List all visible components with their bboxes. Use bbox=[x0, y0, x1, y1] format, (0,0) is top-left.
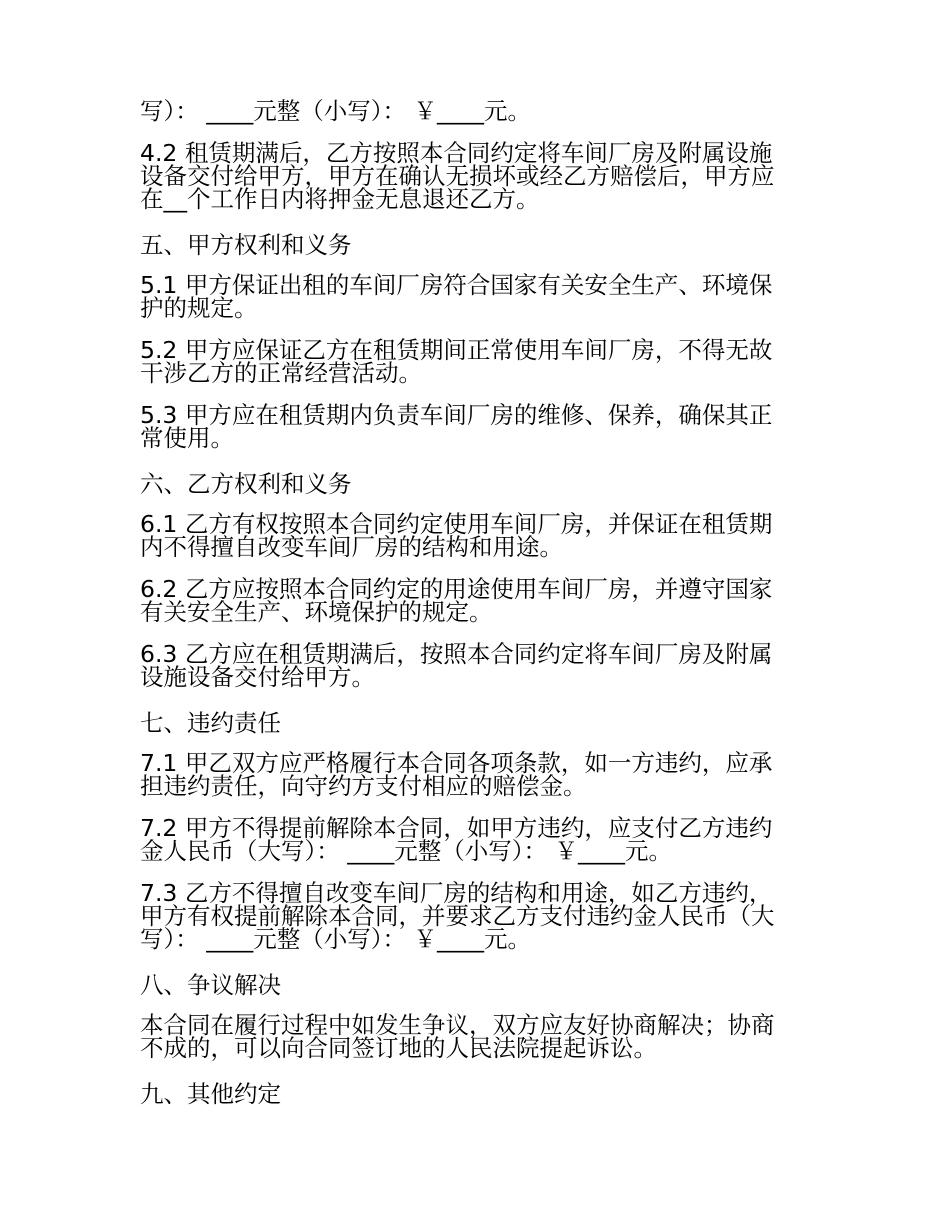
text-line: 设施设备交付给甲方。 bbox=[140, 663, 375, 691]
section-heading: 七、违约责任 bbox=[140, 709, 281, 737]
text-line: 7.3 乙方不得擅自改变车间厂房的结构和用途，如乙方违约， bbox=[140, 879, 773, 907]
text-line: 设备交付给甲方，甲方在确认无损坏或经乙方赔偿后，甲方应 bbox=[140, 162, 775, 190]
clause-paragraph bbox=[140, 139, 812, 213]
clause-paragraph bbox=[140, 271, 812, 322]
text-line: 有关安全生产、环境保护的规定。 bbox=[140, 598, 493, 626]
text-line: 4.2 租赁期满后，乙方按照本合同约定将车间厂房及附属设施 bbox=[140, 139, 773, 167]
text-line: 6.1 乙方有权按照本合同约定使用车间厂房，并保证在租赁期 bbox=[140, 510, 773, 538]
text-line: 6.2 乙方应按照本合同约定的用途使用车间厂房，并遵守国家 bbox=[140, 575, 773, 603]
text-line: 写）： ____元整（小写）： ￥____元。 bbox=[140, 925, 531, 953]
text-line: 5.2 甲方应保证乙方在租赁期间正常使用车间厂房，不得无故 bbox=[140, 336, 773, 364]
section-heading: 八、争议解决 bbox=[140, 971, 281, 999]
text-line: 本合同在履行过程中如发生争议，双方应友好协商解决；协商 bbox=[140, 1011, 775, 1039]
text-line: 甲方有权提前解除本合同，并要求乙方支付违约金人民币（大 bbox=[140, 902, 775, 930]
clause-paragraph bbox=[140, 1011, 812, 1062]
text-line: 7.1 甲乙双方应严格履行本合同各项条款，如一方违约，应承 bbox=[140, 749, 773, 777]
clause-paragraph bbox=[140, 879, 812, 953]
clause-paragraph bbox=[140, 814, 812, 865]
text-line: 金人民币（大写）： ____元整（小写）： ￥____元。 bbox=[140, 837, 672, 865]
text-line: 担违约责任，向守约方支付相应的赔偿金。 bbox=[140, 772, 587, 800]
text-line: 不成的，可以向合同签订地的人民法院提起诉讼。 bbox=[140, 1034, 657, 1062]
text-line: 护的规定。 bbox=[140, 294, 258, 322]
text-line: 内不得擅自改变车间厂房的结构和用途。 bbox=[140, 533, 563, 561]
text-line: 干涉乙方的正常经营活动。 bbox=[140, 359, 422, 387]
section-heading: 五、甲方权利和义务 bbox=[140, 231, 352, 259]
clause-paragraph bbox=[140, 401, 812, 452]
section-heading: 六、乙方权利和义务 bbox=[140, 470, 352, 498]
text-line: 在__个工作日内将押金无息退还乙方。 bbox=[140, 185, 540, 213]
text-line: 写）： ____元整（小写）： ￥____元。 bbox=[140, 97, 531, 125]
clause-paragraph bbox=[140, 510, 812, 561]
clause-paragraph bbox=[140, 97, 812, 125]
text-line: 5.1 甲方保证出租的车间厂房符合国家有关安全生产、环境保 bbox=[140, 271, 773, 299]
text-line: 7.2 甲方不得提前解除本合同，如甲方违约，应支付乙方违约 bbox=[140, 814, 773, 842]
text-line: 常使用。 bbox=[140, 424, 234, 452]
text-line: 6.3 乙方应在租赁期满后，按照本合同约定将车间厂房及附属 bbox=[140, 640, 773, 668]
text-line: 5.3 甲方应在租赁期内负责车间厂房的维修、保养，确保其正 bbox=[140, 401, 773, 429]
clause-paragraph bbox=[140, 640, 812, 691]
document-page bbox=[140, 97, 812, 1123]
clause-paragraph bbox=[140, 575, 812, 626]
clause-paragraph bbox=[140, 336, 812, 387]
clause-paragraph bbox=[140, 749, 812, 800]
section-heading: 九、其他约定 bbox=[140, 1080, 281, 1108]
